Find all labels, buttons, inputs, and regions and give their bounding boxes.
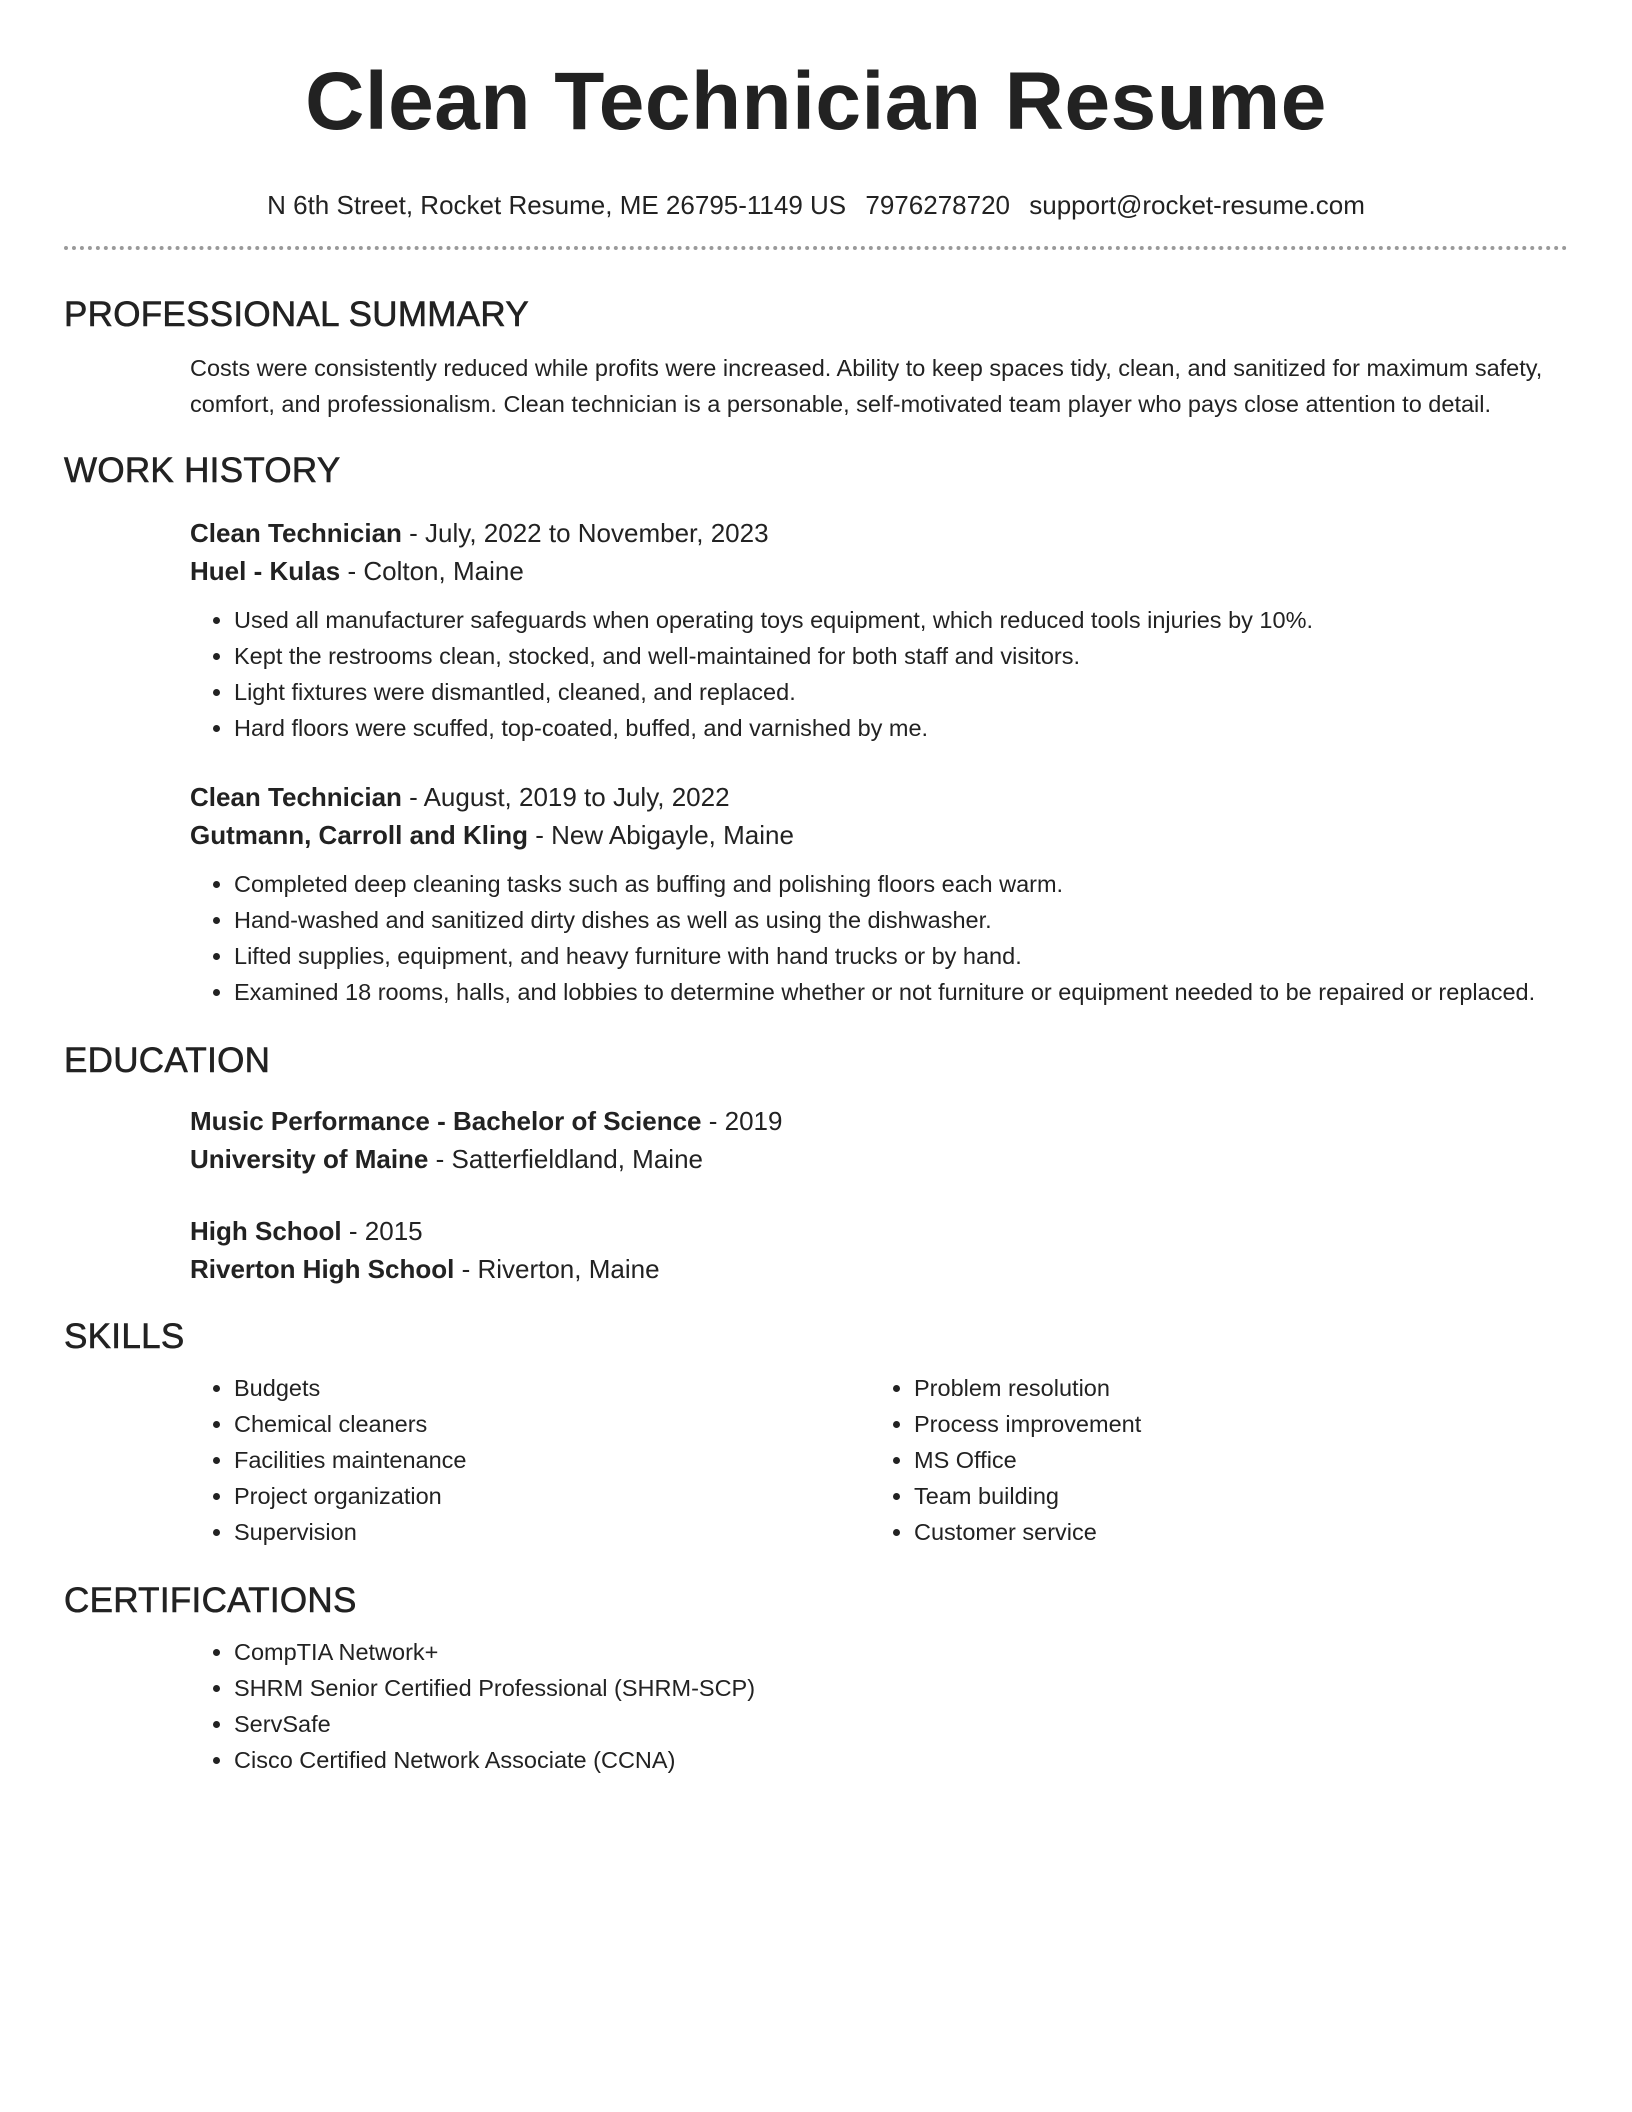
skills-section bbox=[64, 1316, 1568, 1550]
summary-heading: PROFESSIONAL SUMMARY bbox=[64, 295, 529, 334]
school-line bbox=[190, 1250, 1568, 1288]
work-section bbox=[64, 450, 1568, 1010]
education-heading: EDUCATION bbox=[64, 1041, 271, 1080]
list-item: • Team building bbox=[914, 1478, 1550, 1514]
job-title-line bbox=[190, 514, 1568, 552]
skills-grid bbox=[190, 1370, 1568, 1550]
list-item: • Used all manufacturer safeguards when operating toys equipment, which reduced tools injuries by 10%. bbox=[234, 602, 1568, 638]
list-item: • SHRM Senior Certified Professional (SHRM-SCP) bbox=[234, 1670, 1568, 1706]
job-company: Huel - Kulas bbox=[190, 556, 341, 586]
education-entry bbox=[190, 1212, 1568, 1288]
education-entry bbox=[190, 1102, 1568, 1178]
list-item: • Supervision bbox=[234, 1514, 870, 1550]
job-company-line bbox=[190, 816, 1568, 854]
school-name: University of Maine bbox=[190, 1144, 429, 1174]
list-item: • Problem resolution bbox=[914, 1370, 1550, 1406]
job-title-line bbox=[190, 778, 1568, 816]
list-item: • Process improvement bbox=[914, 1406, 1550, 1442]
certifications-body bbox=[190, 1634, 1568, 1778]
list-item: • Facilities maintenance bbox=[234, 1442, 870, 1478]
certifications-section bbox=[64, 1580, 1568, 1778]
contact-phone: 7976278720 bbox=[865, 190, 1010, 220]
job-entry bbox=[190, 514, 1568, 746]
list-item: • CompTIA Network+ bbox=[234, 1634, 1568, 1670]
school-line bbox=[190, 1140, 1568, 1178]
job-location: - Colton, Maine bbox=[340, 556, 524, 586]
resume-title: Clean Technician Resume bbox=[305, 56, 1327, 147]
list-item: • Project organization bbox=[234, 1478, 870, 1514]
list-item: • Chemical cleaners bbox=[234, 1406, 870, 1442]
work-heading: WORK HISTORY bbox=[64, 451, 341, 490]
job-bullets bbox=[190, 602, 1568, 746]
graduation-year: - 2019 bbox=[701, 1106, 783, 1136]
job-company: Gutmann, Carroll and Kling bbox=[190, 820, 529, 850]
school-location: - Satterfieldland, Maine bbox=[428, 1144, 703, 1174]
list-item: • Hand-washed and sanitized dirty dishes as well as using the dishwasher. bbox=[234, 902, 1568, 938]
list-item: • Lifted supplies, equipment, and heavy furniture with hand trucks or by hand. bbox=[234, 938, 1568, 974]
degree: Music Performance - Bachelor of Science bbox=[190, 1106, 702, 1136]
school-location: - Riverton, Maine bbox=[454, 1254, 660, 1284]
list-item: • Budgets bbox=[234, 1370, 870, 1406]
contact-email: support@rocket-resume.com bbox=[1029, 190, 1365, 220]
job-company-line bbox=[190, 552, 1568, 590]
list-item: • Completed deep cleaning tasks such as buffing and polishing floors each warm. bbox=[234, 866, 1568, 902]
skills-heading: SKILLS bbox=[64, 1317, 185, 1356]
education-section bbox=[64, 1040, 1568, 1288]
list-item: • Kept the restrooms clean, stocked, and well-maintained for both staff and visitors. bbox=[234, 638, 1568, 674]
job-entry bbox=[190, 778, 1568, 1010]
list-item: • ServSafe bbox=[234, 1706, 1568, 1742]
summary-section bbox=[64, 294, 1568, 422]
resume-page bbox=[64, 0, 1568, 1778]
header-divider bbox=[64, 246, 1568, 250]
school-name: Riverton High School bbox=[190, 1254, 455, 1284]
degree: High School bbox=[190, 1216, 342, 1246]
job-title: Clean Technician bbox=[190, 782, 402, 812]
list-item: • Light fixtures were dismantled, cleaned, and replaced. bbox=[234, 674, 1568, 710]
job-title: Clean Technician bbox=[190, 518, 402, 548]
list-item: • Cisco Certified Network Associate (CCNA) bbox=[234, 1742, 1568, 1778]
contact-line bbox=[64, 188, 1568, 222]
summary-text: Costs were consistently reduced while profits were increased. Ability to keep spaces tidy, clean, and sanitized for maximum safety, comfort, and professionalism. Clean technician is a personable, self-motivated team player who pays close attention to detail. bbox=[190, 355, 1543, 417]
contact-address: N 6th Street, Rocket Resume, ME 26795-1149 US bbox=[267, 190, 847, 220]
certifications-heading: CERTIFICATIONS bbox=[64, 1581, 357, 1620]
job-bullets bbox=[190, 866, 1568, 1010]
degree-line bbox=[190, 1212, 1568, 1250]
job-dates: - August, 2019 to July, 2022 bbox=[401, 782, 730, 812]
job-dates: - July, 2022 to November, 2023 bbox=[401, 518, 769, 548]
certifications-list bbox=[190, 1634, 1568, 1778]
list-item: • Examined 18 rooms, halls, and lobbies to determine whether or not furniture or equipment needed to be repaired or replaced. bbox=[234, 974, 1568, 1010]
job-location: - New Abigayle, Maine bbox=[528, 820, 794, 850]
skills-column-left bbox=[190, 1370, 870, 1550]
list-item: • Hard floors were scuffed, top-coated, buffed, and varnished by me. bbox=[234, 710, 1568, 746]
graduation-year: - 2015 bbox=[341, 1216, 423, 1246]
degree-line bbox=[190, 1102, 1568, 1140]
skills-column-right bbox=[870, 1370, 1550, 1550]
list-item: • MS Office bbox=[914, 1442, 1550, 1478]
list-item: • Customer service bbox=[914, 1514, 1550, 1550]
